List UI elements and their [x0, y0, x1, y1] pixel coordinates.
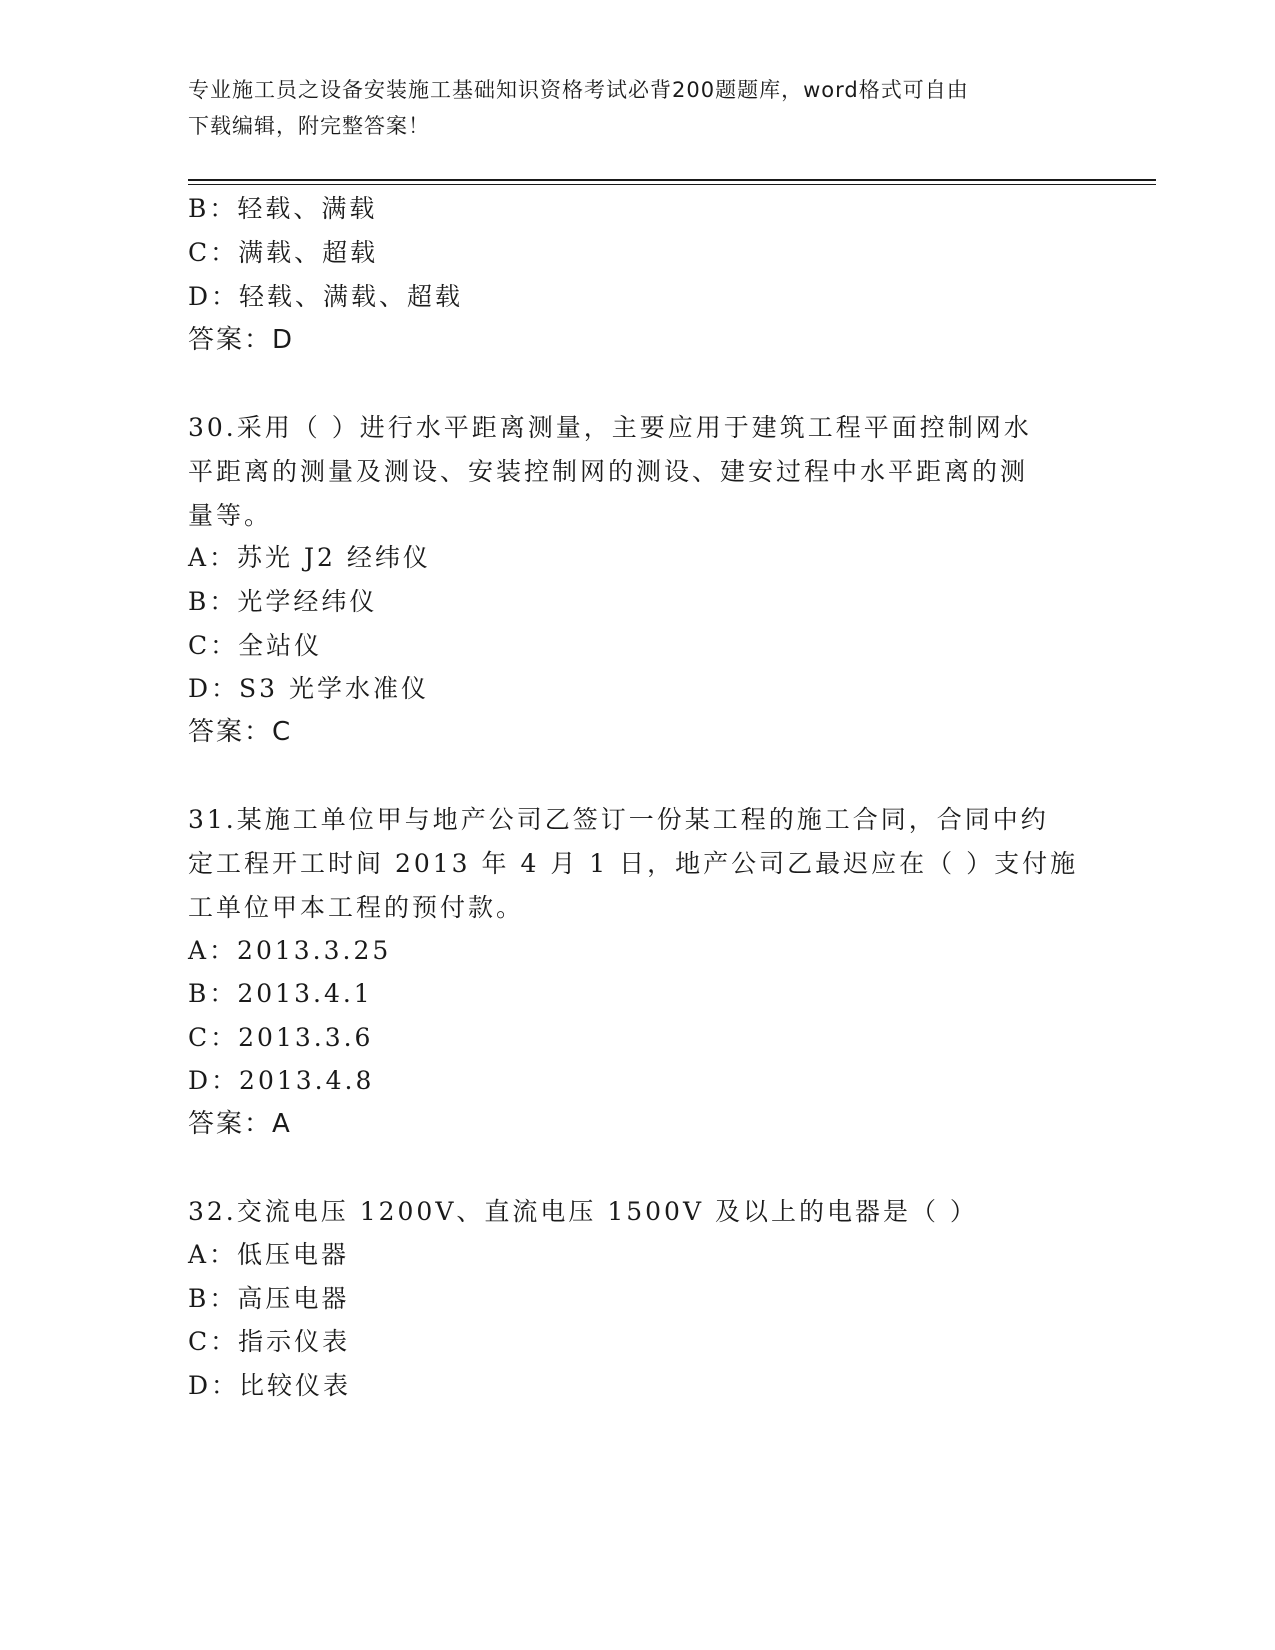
q30-option-d: D：S3 光学水准仪 [188, 674, 430, 703]
q32-option-c: C：指示仪表 [188, 1327, 351, 1356]
q31-option-a: A：2013.3.25 [188, 936, 392, 965]
q30-stem-line-2: 平距离的测量及测设、安装控制网的测设、建安过程中水平距离的测 [188, 457, 1029, 486]
q30-stem-line-3: 量等。 [188, 501, 273, 530]
q32-option-a: A：低压电器 [188, 1240, 350, 1269]
q31-stem-line-3: 工单位甲本工程的预付款。 [188, 893, 525, 922]
q31-option-c: C：2013.3.6 [188, 1023, 374, 1052]
q30-answer: 答案：C [188, 717, 293, 747]
q31-stem-line-2: 定工程开工时间 2013 年 4 月 1 日，地产公司乙最迟应在（ ）支付施 [188, 849, 1079, 878]
document-header [188, 72, 1068, 144]
q32-stem-line-1: 32.交流电压 1200V、直流电压 1500V 及以上的电器是（ ） [188, 1197, 978, 1226]
header-divider-thin [188, 184, 1156, 185]
q30-option-a: A：苏光 J2 经纬仪 [188, 543, 431, 572]
q29-answer: 答案：D [188, 325, 295, 355]
q30-option-b: B：光学经纬仪 [188, 587, 378, 616]
q31-answer: 答案：A [188, 1109, 292, 1139]
q29-option-b: B：轻载、满载 [188, 194, 378, 223]
header-line-1: 专业施工员之设备安装施工基础知识资格考试必背200题题库，word格式可自由 [188, 78, 969, 102]
q32-option-b: B：高压电器 [188, 1284, 350, 1313]
q30-option-c: C：全站仪 [188, 631, 323, 660]
q32-option-d: D：比较仪表 [188, 1371, 352, 1400]
q29-option-c: C：满载、超载 [188, 238, 379, 267]
q29-option-d: D：轻载、满载、超载 [188, 282, 464, 311]
q31-option-d: D：2013.4.8 [188, 1066, 375, 1095]
q30-stem-line-1: 30.采用（ ）进行水平距离测量，主要应用于建筑工程平面控制网水 [188, 413, 1032, 442]
q31-stem-line-1: 31.某施工单位甲与地产公司乙签订一份某工程的施工合同，合同中约 [188, 805, 1049, 834]
q31-option-b: B：2013.4.1 [188, 979, 373, 1008]
header-divider-thick [188, 179, 1156, 181]
header-line-2: 下载编辑，附完整答案！ [188, 114, 430, 138]
